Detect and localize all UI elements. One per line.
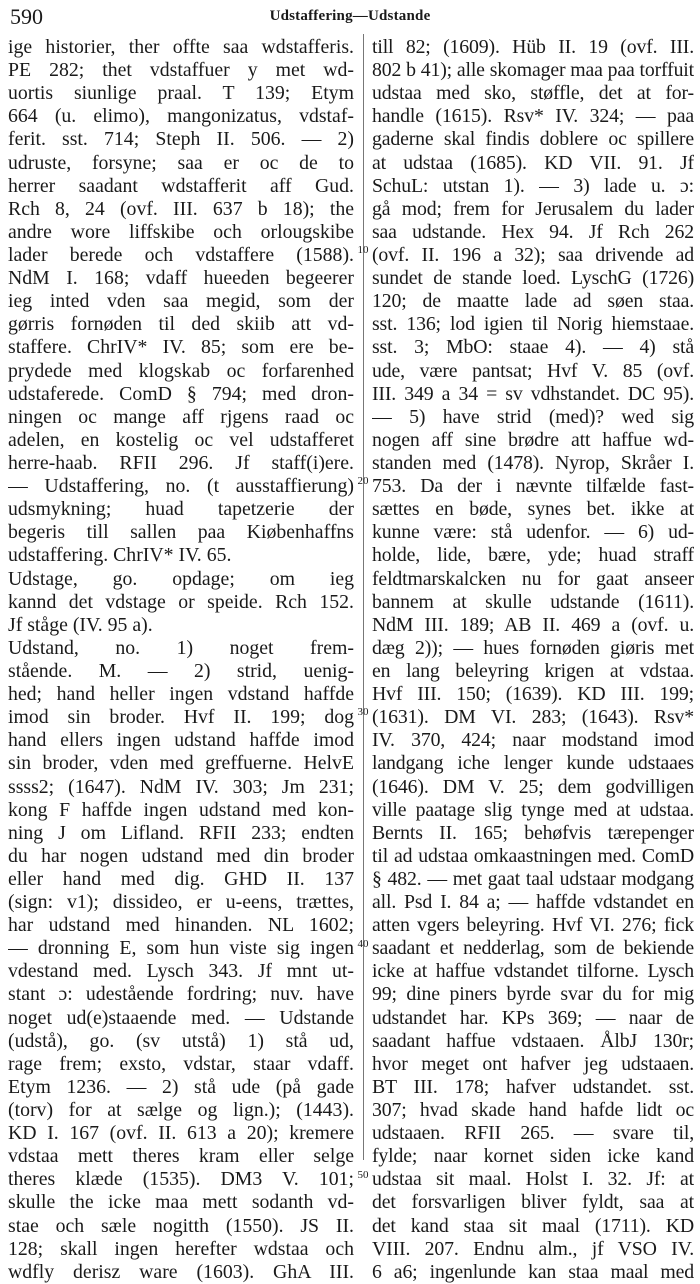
text-line: 6 a6; ingenlunde kan staa maal med — [372, 1260, 694, 1283]
text-line: wdfly derisz ware (1603). GhA III. — [8, 1260, 354, 1283]
left-column — [8, 36, 354, 1284]
text-line: hand ellers ingen udstand haffde imod — [8, 729, 354, 752]
text-line: 753. Da der i nævnte tilfælde fast- — [372, 475, 694, 498]
text-line: — 5) have strid (med)? wed sig — [372, 405, 694, 428]
page-header — [0, 4, 700, 28]
text-line: 664 (u. elimo), mangonizatus, vdstaf- — [8, 105, 354, 128]
page-number: 590 — [10, 4, 43, 29]
text-line: feldtmarskalcken nu for gaat anseer — [372, 567, 694, 590]
text-line: sst. 3; MbO: staae 4). — 4) stå — [372, 336, 694, 359]
text-line: noget ud(e)staaende med. — Udstande — [8, 1006, 354, 1029]
text-line: 128; skall ingen herefter wdstaa och — [8, 1237, 354, 1260]
text-line: lader berede och vdstaffere (1588). — [8, 243, 354, 266]
text-line: saa udstande. Hex 94. Jf Rch 262 — [372, 220, 694, 243]
text-line: ning J om Lifland. RFII 233; endten — [8, 821, 354, 844]
text-line: theres klæde (1535). DM3 V. 101; — [8, 1168, 354, 1191]
text-line: kunne være: stå udenfor. — 6) ud- — [372, 521, 694, 544]
text-line: Udstage, go. opdage; om ieg — [8, 567, 354, 590]
text-line: sin broder, vden med greffuerne. HelvE — [8, 752, 354, 775]
text-line: adelen, en kostelig oc vel udstafferet — [8, 428, 354, 451]
text-line: stående. M. — 2) strid, uenig- — [8, 659, 354, 682]
text-line: sundet de stande loed. LyschG (1726) — [372, 267, 694, 290]
text-line: NdM I. 168; vdaff hueeden begeerer — [8, 267, 354, 290]
text-line: prydede med klogskab oc forfarenhed — [8, 359, 354, 382]
text-line: det forsvarligen bliver fyldt, saa at — [372, 1191, 694, 1214]
text-line: handle (1615). Rsv* IV. 324; — paa — [372, 105, 694, 128]
text-line: herre-haab. RFII 296. Jf staff(i)ere. — [8, 451, 354, 474]
text-line: ferit. sst. 714; Steph II. 506. — 2) — [8, 128, 354, 151]
text-line: holde, lide, bære, yde; huad straff — [372, 544, 694, 567]
text-line: ville paatage slig tynge med at udstaa. — [372, 798, 694, 821]
text-line: bannem at skulle udstande (1611). — [372, 590, 694, 613]
text-line: en lang beleyring krigen at vdstaa. — [372, 659, 694, 682]
text-line: ieg inted vden saa megid, som der — [8, 290, 354, 313]
text-line: sst. 136; lod igien til Norig hiemstaae. — [372, 313, 694, 336]
text-line: KD I. 167 (ovf. II. 613 a 20); kremere — [8, 1122, 354, 1145]
text-line: udstaa med sko, støffle, det at for- — [372, 82, 694, 105]
text-line: gørris fornøden til ded skiib att vd- — [8, 313, 354, 336]
text-line: sættes en bøde, synes bet. ikke at — [372, 498, 694, 521]
text-line: vdestand med. Lysch 343. Jf mnt ut- — [8, 960, 354, 983]
text-line: andre wore liffskibe och orlougskibe — [8, 220, 354, 243]
line-number: 30 — [357, 706, 369, 718]
text-line: gå mod; frem for Jerusalem du lader — [372, 197, 694, 220]
text-line: BT III. 178; hafver udstandet. sst. — [372, 1075, 694, 1098]
text-line: uortis siunlige praal. T 139; Etym — [8, 82, 354, 105]
text-line: du har nogen udstand med din broder — [8, 844, 354, 867]
text-line: stant ɔ: udestående fordring; nuv. have — [8, 983, 354, 1006]
text-line: stae och sæle nogitth (1550). JS II. — [8, 1214, 354, 1237]
text-line: rage frem; exsto, vdstar, staar vdaff. — [8, 1052, 354, 1075]
text-line: till 82; (1609). Hüb II. 19 (ovf. III. — [372, 36, 694, 58]
text-line: Bernts II. 165; behøfvis tærepenger — [372, 821, 694, 844]
text-line: icke at haffue vdstandet tilforne. Lysch — [372, 960, 694, 983]
text-line: det kand staa sit maal (1711). KD — [372, 1214, 694, 1237]
text-line: til ad udstaa omkaastningen med. ComD — [372, 844, 694, 867]
text-line: udstandet har. KPs 369; — naar de — [372, 1006, 694, 1029]
text-line: ude, være pantsat; Hvf V. 85 (ovf. — [372, 359, 694, 382]
text-line: staffere. ChrIV* IV. 85; som ere be- — [8, 336, 354, 359]
text-line: 99; dine piners byrde svar du for mig — [372, 983, 694, 1006]
text-line: eller hand med dig. GHD II. 137 — [8, 867, 354, 890]
text-line: at udstaa (1685). KD VII. 91. Jf — [372, 151, 694, 174]
text-line: saadant et nedderlag, som de bekiende — [372, 937, 694, 960]
text-line: (1646). DM V. 25; dem godvilligen — [372, 775, 694, 798]
line-number: 40 — [357, 938, 369, 950]
text-line: 307; hvad skade hand hafde lidt oc — [372, 1099, 694, 1122]
text-line: (torv) for at sælge og lign.); (1443). — [8, 1099, 354, 1122]
line-number: 10 — [357, 244, 369, 256]
text-line: kannd det vdstage or speide. Rch 152. — [8, 590, 354, 613]
text-line: skulle the icke maa mett sodanth vd- — [8, 1191, 354, 1214]
text-line: udstaa sit maal. Holst I. 32. Jf: at — [372, 1168, 694, 1191]
text-line: (1631). DM VI. 283; (1643). Rsv* — [372, 706, 694, 729]
text-line: 120; de maatte lade ad søen staa. — [372, 290, 694, 313]
text-line: begeris till sallen paa Kiøbenhaffns — [8, 521, 354, 544]
text-line: PE 282; thet vdstaffuer y met wd- — [8, 59, 354, 82]
text-line: saadant haffue vdstaaen. ÅlbJ 130r; — [372, 1029, 694, 1052]
right-column — [372, 36, 694, 1284]
text-line: har udstand med hinanden. NL 1602; — [8, 914, 354, 937]
text-line: imod sin broder. Hvf II. 199; dog — [8, 706, 354, 729]
text-line: dæg 2)); — hues fornøden giøris met — [372, 636, 694, 659]
text-line: udstaffering. ChrIV* IV. 65. — [8, 544, 232, 567]
text-line: ige historier, ther offte saa wdstafferis. — [8, 36, 354, 58]
text-line: landgang iche lenger kunde udstaaes — [372, 752, 694, 775]
text-line: fylde; naar kornet siden icke kand — [372, 1145, 694, 1168]
text-line: hed; hand heller ingen vdstand haffde — [8, 683, 354, 706]
line-number: 20 — [357, 475, 369, 487]
text-line: NdM III. 189; AB II. 469 a (ovf. u. — [372, 613, 694, 636]
text-line: Jf ståge (IV. 95 a). — [8, 613, 153, 636]
text-line: udstaferede. ComD § 794; med dron- — [8, 382, 354, 405]
text-line: ningen oc mange aff rjgens raad oc — [8, 405, 354, 428]
text-line: vdstaa mett theres kram eller selge — [8, 1145, 354, 1168]
text-line: III. 349 a 34 = sv vdhstandet. DC 95). — [372, 382, 694, 405]
text-line: herrer saadant wdstafferit aff Gud. — [8, 174, 354, 197]
text-line: — Udstaffering, no. (t ausstaffierung) — [8, 475, 354, 498]
text-line: Hvf III. 150; (1639). KD III. 199; — [372, 683, 694, 706]
column-divider — [363, 34, 364, 1160]
text-line: (ovf. II. 196 a 32); saa drivende ad — [372, 243, 694, 266]
text-line: udstaaen. RFII 265. — svare til, — [372, 1122, 694, 1145]
text-line: Rch 8, 24 (ovf. III. 637 b 18); the — [8, 197, 354, 220]
text-line: udruste, forsyne; saa er oc de to — [8, 151, 354, 174]
text-line: udsmykning; huad tapetzerie der — [8, 498, 354, 521]
text-line: Udstand, no. 1) noget frem- — [8, 636, 354, 659]
text-line: § 482. — met gaat taal udstaar modgang — [372, 867, 694, 890]
text-line: Etym 1236. — 2) stå ude (på gade — [8, 1075, 354, 1098]
line-number: 50 — [357, 1169, 369, 1181]
text-line: nogen aff sine brødre att haffue wd- — [372, 428, 694, 451]
text-line: IV. 370, 424; naar modstand imod — [372, 729, 694, 752]
text-line: — dronning E, som hun viste sig ingen — [8, 937, 354, 960]
text-line: all. Psd I. 84 a; — haffde vdstandet en — [372, 891, 694, 914]
text-line: (sign: v1); dissideo, er u-eens, trættes, — [8, 891, 354, 914]
text-line: hvor meget ont hafver jeg udstaaen. — [372, 1052, 694, 1075]
text-line: kong F haffde ingen udstand med kon- — [8, 798, 354, 821]
text-line: standen med (1478). Nyrop, Skråer I. — [372, 451, 694, 474]
text-line: gaderne skal findis doblere oc spillere — [372, 128, 694, 151]
text-line: SchuL: utstan 1). — 3) lade u. ɔ: — [372, 174, 694, 197]
text-line: ssss2; (1647). NdM IV. 303; Jm 231; — [8, 775, 354, 798]
text-line: VIII. 207. Endnu alm., jf VSO IV. — [372, 1237, 694, 1260]
running-title: Udstaffering—Udstande — [269, 8, 431, 24]
text-line: atten vgers beleyring. Hvf VI. 276; fick — [372, 914, 694, 937]
text-line: 802 b 41); alle skomager maa paa torffuit — [372, 59, 694, 82]
text-line: (udstå), go. (sv utstå) 1) stå ud, — [8, 1029, 354, 1052]
